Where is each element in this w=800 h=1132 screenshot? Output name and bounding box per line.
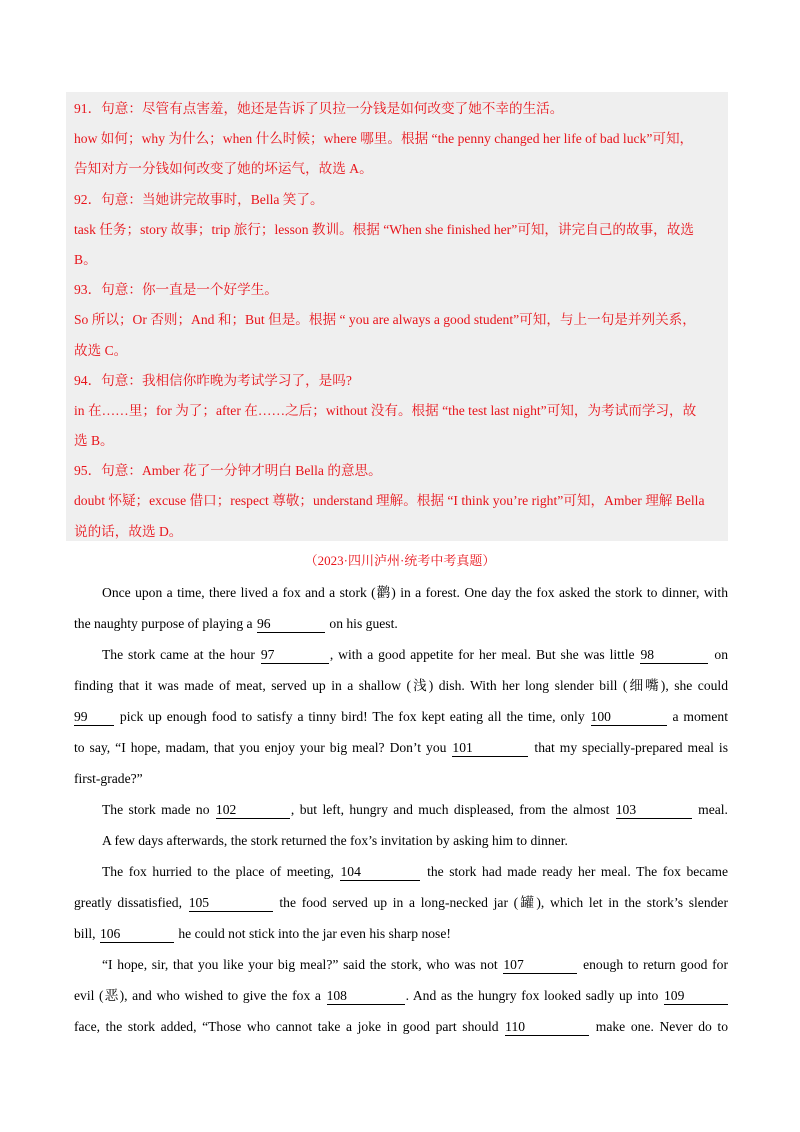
- answer-line: 选 B。: [74, 433, 114, 449]
- passage-line: [74, 670, 728, 701]
- passage-text: on: [714, 647, 728, 662]
- answer-explanations: [74, 94, 724, 547]
- blank-109: 109: [664, 987, 728, 1005]
- passage-text: he could not stick into the jar even his sharp nose!: [178, 926, 451, 941]
- blank-107: 107: [503, 956, 577, 974]
- blank-99: 99: [74, 708, 114, 726]
- passage-text: , but left, hungry and much displeased, from the almost: [290, 802, 610, 817]
- passage-line: [74, 887, 728, 918]
- passage-text: evil (恶), and who wished to give the fox a: [74, 988, 321, 1003]
- passage-line: [74, 639, 728, 670]
- answer-line: 94．句意：我相信你昨晚为考试学习了，是吗?: [74, 372, 352, 388]
- passage-text: A few days afterwards, the stork returned the fox’s invitation by asking him to dinner.: [102, 833, 568, 848]
- answer-line: 故选 C。: [74, 342, 128, 358]
- blank-96: 96: [257, 615, 325, 633]
- passage-text: greatly dissatisfied,: [74, 895, 182, 910]
- passage-text: . And as the hungry fox looked sadly up into: [405, 988, 659, 1003]
- answer-line: 95．句意：Amber 花了一分钟才明白 Bella 的意思。: [74, 463, 382, 479]
- answer-line: 告知对方一分钱如何改变了她的坏运气，故选 A。: [74, 161, 373, 177]
- passage-text: the stork had made ready her meal. The fox became: [427, 864, 728, 879]
- passage-line: [74, 577, 728, 608]
- answer-line: 91．句意：尽管有点害羞，她还是告诉了贝拉一分钱是如何改变了她不幸的生活。: [74, 101, 564, 116]
- passage-line: [74, 918, 728, 949]
- passage-text: , with a good appetite for her meal. But she was little: [329, 647, 635, 662]
- exam-source-label: （2023·四川泸州·统考中考真题）: [304, 553, 496, 568]
- passage-text: finding that it was made of meat, served up in a shallow (浅) dish. With her long slender bill (细嘴), she could: [74, 678, 728, 693]
- passage-text: “I hope, sir, that you like your big meal?” said the stork, who was not: [102, 957, 498, 972]
- blank-108: 108: [327, 987, 405, 1005]
- passage-line: [74, 608, 728, 639]
- passage-text: Once upon a time, there lived a fox and a stork (鹳) in a forest. One day the fox asked the stork to dinner, with: [102, 585, 728, 600]
- passage-line: [74, 1011, 728, 1042]
- blank-106: 106: [100, 925, 174, 943]
- passage-text: pick up enough food to satisfy a tinny bird! The fox kept eating all the time, only: [119, 709, 585, 724]
- blank-101: 101: [452, 739, 528, 757]
- blank-98: 98: [640, 646, 708, 664]
- passage-text: that my specially-prepared meal is: [534, 740, 728, 755]
- passage-text: on his guest.: [329, 616, 398, 631]
- blank-110: 110: [505, 1018, 589, 1036]
- answer-line: 93．句意：你一直是一个好学生。: [74, 282, 278, 298]
- answer-line: how 如何；why 为什么；when 什么时候；where 哪里。根据 “the penny changed her life of bad luck”可知，: [74, 131, 694, 147]
- passage-line: [74, 825, 728, 856]
- passage-line: [74, 980, 728, 1011]
- passage-text: The stork made no: [102, 802, 210, 817]
- answer-line: B。: [74, 251, 97, 267]
- passage-text: the naughty purpose of playing a: [74, 616, 253, 631]
- passage-text: The fox hurried to the place of meeting,: [102, 864, 334, 879]
- passage-text: bill,: [74, 926, 96, 941]
- passage-text: to say, “I hope, madam, that you enjoy your big meal? Don’t you: [74, 740, 447, 755]
- passage-line: [74, 701, 728, 732]
- answer-line: 说的话，故选 D。: [74, 523, 183, 539]
- passage-line: [74, 732, 728, 763]
- answer-line: task 任务；story 故事；trip 旅行；lesson 教训。根据 “When she finished her”可知，讲完自己的故事，故选: [74, 221, 694, 237]
- blank-97: 97: [261, 646, 329, 664]
- answer-line: So 所以；Or 否则；And 和；But 但是。根据 “ you are always a good student”可知，与上一句是并列关系，: [74, 312, 696, 328]
- blank-103: 103: [616, 801, 692, 819]
- passage-text: first-grade?”: [74, 771, 143, 786]
- answer-line: in 在……里；for 为了；after 在……之后；without 没有。根据 “the test last night”可知，为考试而学习，故: [74, 402, 697, 418]
- passage-text: enough to return good for: [583, 957, 729, 972]
- passage-text: face, the stork added, “Those who cannot take a joke in good part should: [74, 1019, 499, 1034]
- blank-105: 105: [189, 894, 273, 912]
- answer-line: 92．句意：当她讲完故事时，Bella 笑了。: [74, 191, 324, 207]
- passage-line: [74, 856, 728, 887]
- blank-100: 100: [591, 708, 667, 726]
- passage-line: [74, 794, 728, 825]
- passage-text: meal.: [698, 802, 728, 817]
- blank-102: 102: [216, 801, 290, 819]
- cloze-passage: [74, 577, 728, 1042]
- passage-text: the food served up in a long-necked jar (罐), which let in the stork’s slender: [279, 895, 728, 910]
- blank-104: 104: [340, 863, 420, 881]
- passage-line: [74, 763, 728, 794]
- passage-line: [74, 949, 728, 980]
- passage-text: make one. Never do to: [595, 1019, 729, 1034]
- passage-text: a moment: [672, 709, 728, 724]
- answer-line: doubt 怀疑；excuse 借口；respect 尊敬；understand 理解。根据 “I think you’re right”可知，Amber 理解 Bella: [74, 493, 705, 509]
- passage-text: The stork came at the hour: [102, 647, 255, 662]
